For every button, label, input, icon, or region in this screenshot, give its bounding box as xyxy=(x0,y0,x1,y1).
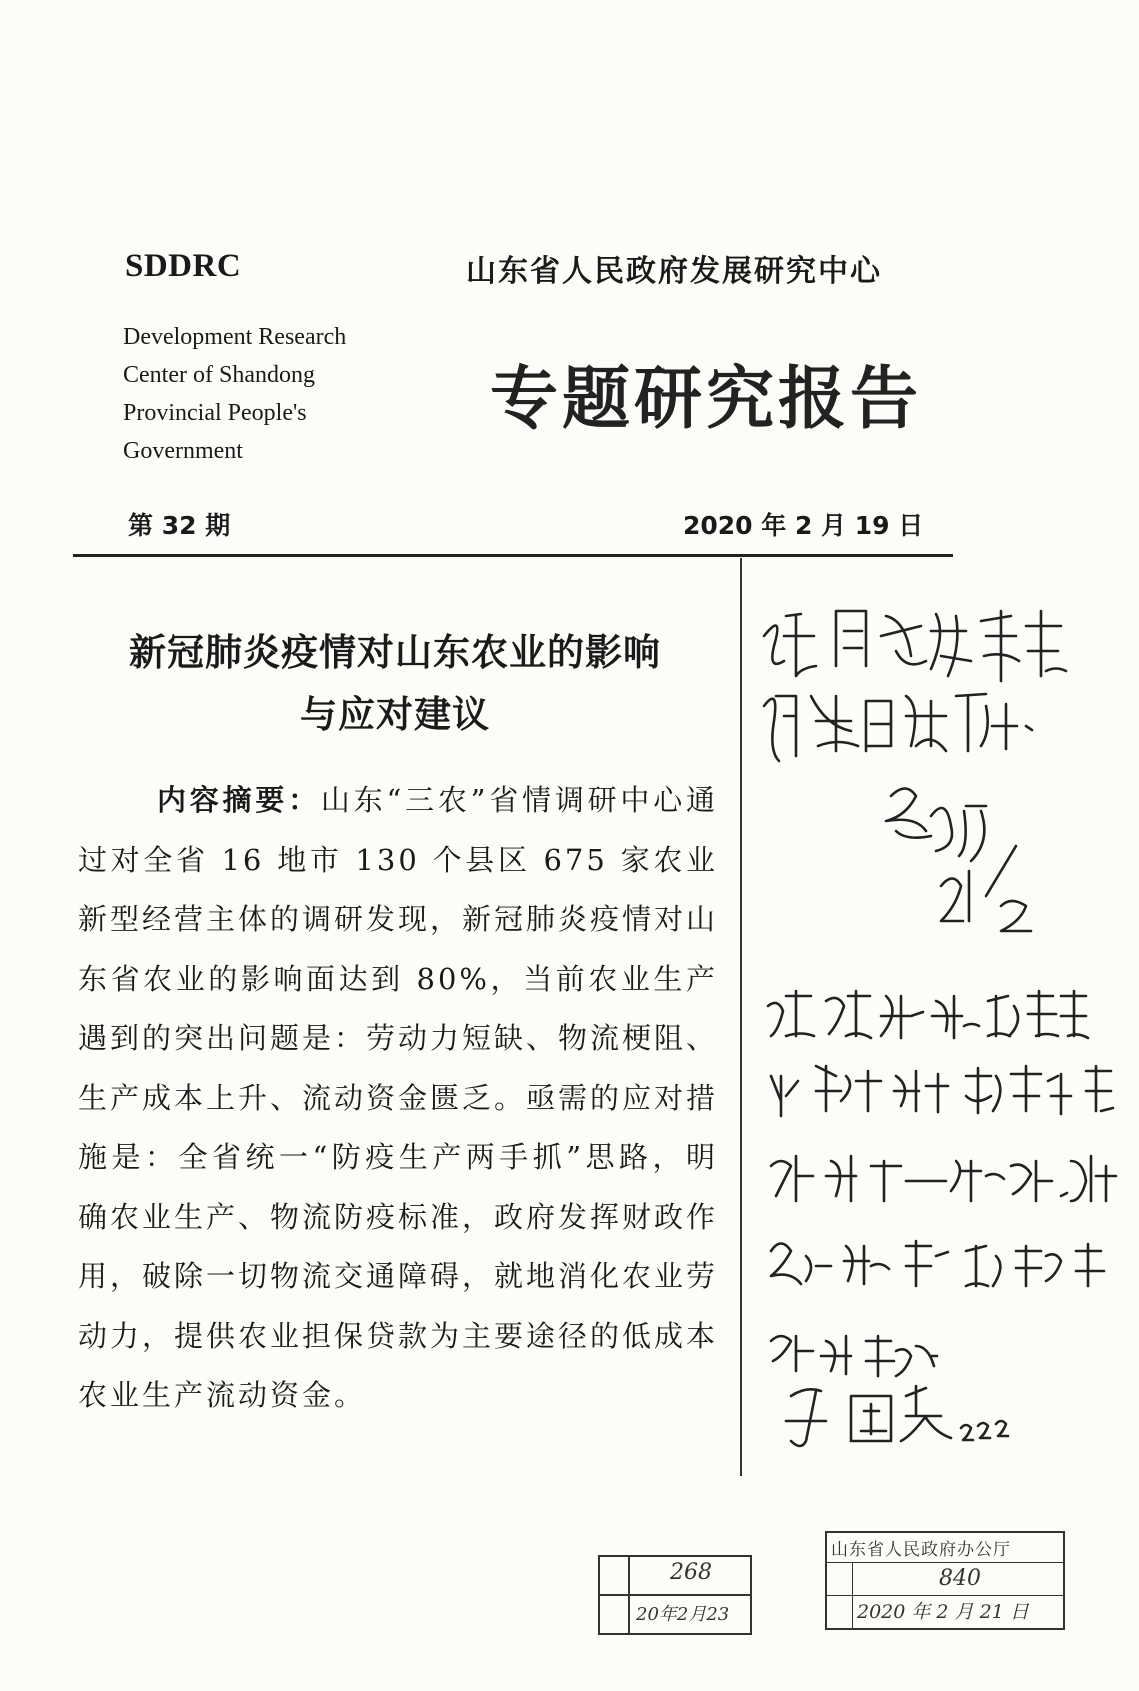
summary-label: 内容摘要： xyxy=(157,783,321,817)
stamp-date: 20年2月23 xyxy=(636,1604,730,1625)
org-en-line: Center of Shandong xyxy=(123,362,315,388)
article-title xyxy=(75,622,715,746)
handwritten-annotations xyxy=(756,596,1136,1456)
org-en-line: Development Research xyxy=(123,324,347,350)
title-line-2: 与应对建议 xyxy=(300,693,490,736)
org-abbreviation: SDDRC xyxy=(125,248,242,284)
title-line-1: 新冠肺炎疫情对山东农业的影响 xyxy=(129,631,661,674)
margin-divider xyxy=(740,558,742,1476)
stamp-date: 2020 年 2 月 21 日 xyxy=(857,1601,1029,1623)
stamp-number: 268 xyxy=(670,1560,712,1585)
header-divider xyxy=(73,554,953,557)
issue-number: 第 32 期 xyxy=(128,511,231,540)
org-en-line: Provincial People's xyxy=(123,400,307,426)
stamp-divider xyxy=(827,1562,1063,1563)
summary-text: 山东“三农”省情调研中心通过对全省 16 地市 130 个县区 675 家农业新型经营主体的调研发现，新冠肺炎疫情对山东省农业的影响面达到 80%，当前农业生产遇到的突出问题是：劳动力短缺、物流梗阻、生产成本上升、流动资金匮乏。亟需的应对措施是：全省统一“防疫生产两手抓”思路，明确农业生产、物流防疫标准，政府发挥财政作用，破除一切物流交通障碍，就地消化农业劳动力，提供农业担保贷款为主要途径的低成本农业生产流动资金。 xyxy=(78,783,719,1412)
org-en-line: Government xyxy=(123,438,243,464)
stamp-office-name: 山东省人民政府办公厅 xyxy=(831,1540,1011,1560)
article-summary xyxy=(78,771,718,1426)
org-name-chinese: 山东省人民政府发展研究中心 xyxy=(466,254,882,289)
receipt-stamp-1 xyxy=(598,1555,752,1635)
stamp-divider xyxy=(827,1595,1063,1596)
receipt-stamp-2 xyxy=(825,1531,1065,1630)
issue-date: 2020 年 2 月 19 日 xyxy=(683,511,924,540)
stamp-divider xyxy=(600,1594,750,1596)
org-name-english xyxy=(123,318,346,470)
report-type-title: 专题研究报告 xyxy=(490,360,923,439)
stamp-number: 840 xyxy=(939,1566,981,1591)
